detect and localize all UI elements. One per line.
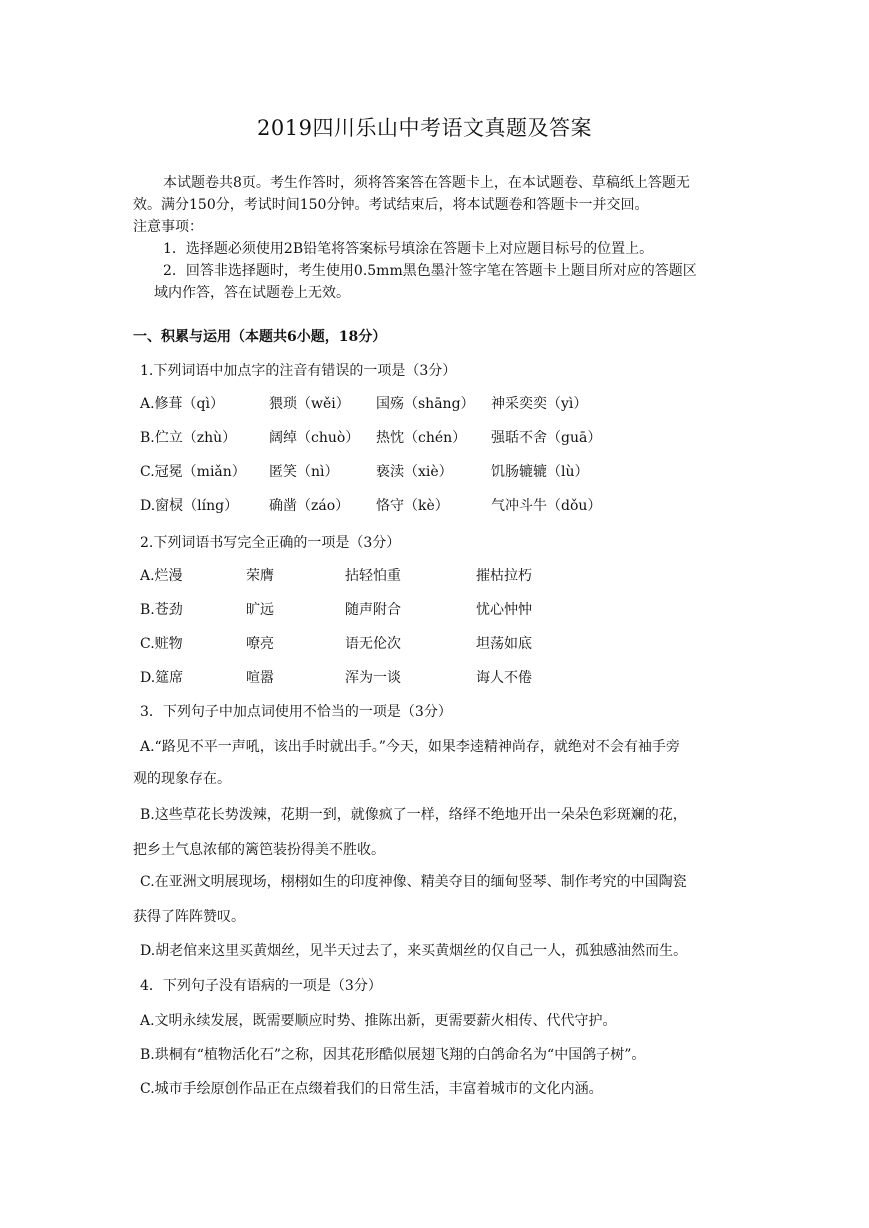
q2-b-4: 忧心忡忡 [476,602,532,618]
q2-b-3: 随声附合 [345,602,401,618]
q4-option-b: B.珙桐有“植物活化石”之称，因其花形酷似展翅飞翔的白鸽命名为“中国鸽子树”。 [140,1047,646,1063]
q4-stem: 4．下列句子没有语病的一项是（3分） [140,978,382,994]
q2-c-4: 坦荡如底 [476,636,532,652]
q3-option-b-line-2: 把乡土气息浓郁的篱笆装扮得美不胜收。 [133,842,385,858]
q3-option-a-line-1: A.“路见不平一声吼，该出手时就出手。”今天，如果李逵精神尚存，就绝对不会有袖手旁 [140,739,680,755]
q1-d-2: 确凿（záo） [269,498,350,514]
q1-a-3: 国殇（shāng） [376,396,475,412]
q3-option-c-line-1: C.在亚洲文明展现场，栩栩如生的印度神像、精美夺目的缅甸竖琴、制作考究的中国陶瓷 [140,874,687,890]
q2-stem: 2.下列词语书写完全正确的一项是（3分） [140,535,401,551]
intro-line-2: 效。满分150分，考试时间150分钟。考试结束后，将本试题卷和答题卡一并交回。 [133,197,649,213]
notice-heading: 注意事项： [133,219,203,235]
q1-a-1: A.修葺（qì） [140,396,224,412]
q1-b-3: 热忱（chén） [376,430,467,446]
q1-stem: 1.下列词语中加点字的注音有错误的一项是（3分） [140,363,457,379]
q3-stem: 3．下列句子中加点词使用不恰当的一项是（3分） [140,704,452,720]
notice-item-1: 1．选择题必须使用2B铅笔将答案标号填涂在答题卡上对应题目标号的位置上。 [163,241,654,257]
q1-d-4: 气冲斗牛（dǒu） [491,498,602,514]
section-heading: 一、积累与运用（本题共6小题，18分） [133,329,387,345]
q1-a-4: 神采奕奕（yì） [491,396,588,412]
q2-a-3: 拈轻怕重 [345,568,401,584]
q1-c-1: C.冠冕（miǎn） [140,464,246,480]
q2-d-1: D.筵席 [140,670,184,686]
q2-a-1: A.烂漫 [140,568,183,584]
q2-c-3: 语无伦次 [345,636,401,652]
q1-b-2: 阔绰（chuò） [269,430,360,446]
notice-item-2b: 域内作答，答在试题卷上无效。 [154,285,350,301]
q2-a-2: 荣膺 [246,568,274,584]
q2-a-4: 摧枯拉朽 [476,568,532,584]
q2-c-2: 嘹亮 [246,636,274,652]
q4-option-a: A.文明永续发展，既需要顺应时势、推陈出新，更需要薪火相传、代代守护。 [140,1013,617,1029]
q1-c-3: 亵渎（xiè） [376,464,453,480]
q2-d-2: 喧嚣 [246,670,274,686]
q3-option-c-line-2: 获得了阵阵赞叹。 [133,909,245,925]
notice-item-2a: 2．回答非选择题时，考生使用0.5mm黑色墨汁签字笔在答题卡上题目所对应的答题区 [163,263,697,279]
q2-b-2: 旷远 [246,602,274,618]
q2-d-4: 诲人不倦 [476,670,532,686]
q1-d-1: D.窗棂（líng） [140,498,239,514]
q1-c-4: 饥肠辘辘（lù） [491,464,589,480]
q4-option-c: C.城市手绘原创作品正在点缀着我们的日常生活，丰富着城市的文化内涵。 [140,1081,603,1097]
q2-d-3: 浑为一谈 [345,670,401,686]
q1-b-1: B.伫立（zhù） [140,430,237,446]
q3-option-d: D.胡老倌来这里买黄烟丝，见半天过去了，来买黄烟丝的仅自己一人，孤独感油然而生。 [140,943,688,959]
q3-option-b-line-1: B.这些草花长势泼辣，花期一到，就像疯了一样，络绎不绝地开出一朵朵色彩斑斓的花， [140,807,687,823]
q1-d-3: 恪守（kè） [376,498,449,514]
intro-line-1: 本试题卷共8页。考生作答时，须将答案答在答题卡上，在本试题卷、草稿纸上答题无 [163,175,690,191]
q2-b-1: B.苍劲 [140,602,183,618]
q2-c-1: C.赃物 [140,636,183,652]
q3-option-a-line-2: 观的现象存在。 [133,771,231,787]
q1-b-4: 强聒不舍（guā） [491,430,602,446]
page-title: 2019四川乐山中考语文真题及答案 [257,116,592,140]
q1-a-2: 猥琐（wěi） [269,396,350,412]
q1-c-2: 匿笑（nì） [269,464,339,480]
